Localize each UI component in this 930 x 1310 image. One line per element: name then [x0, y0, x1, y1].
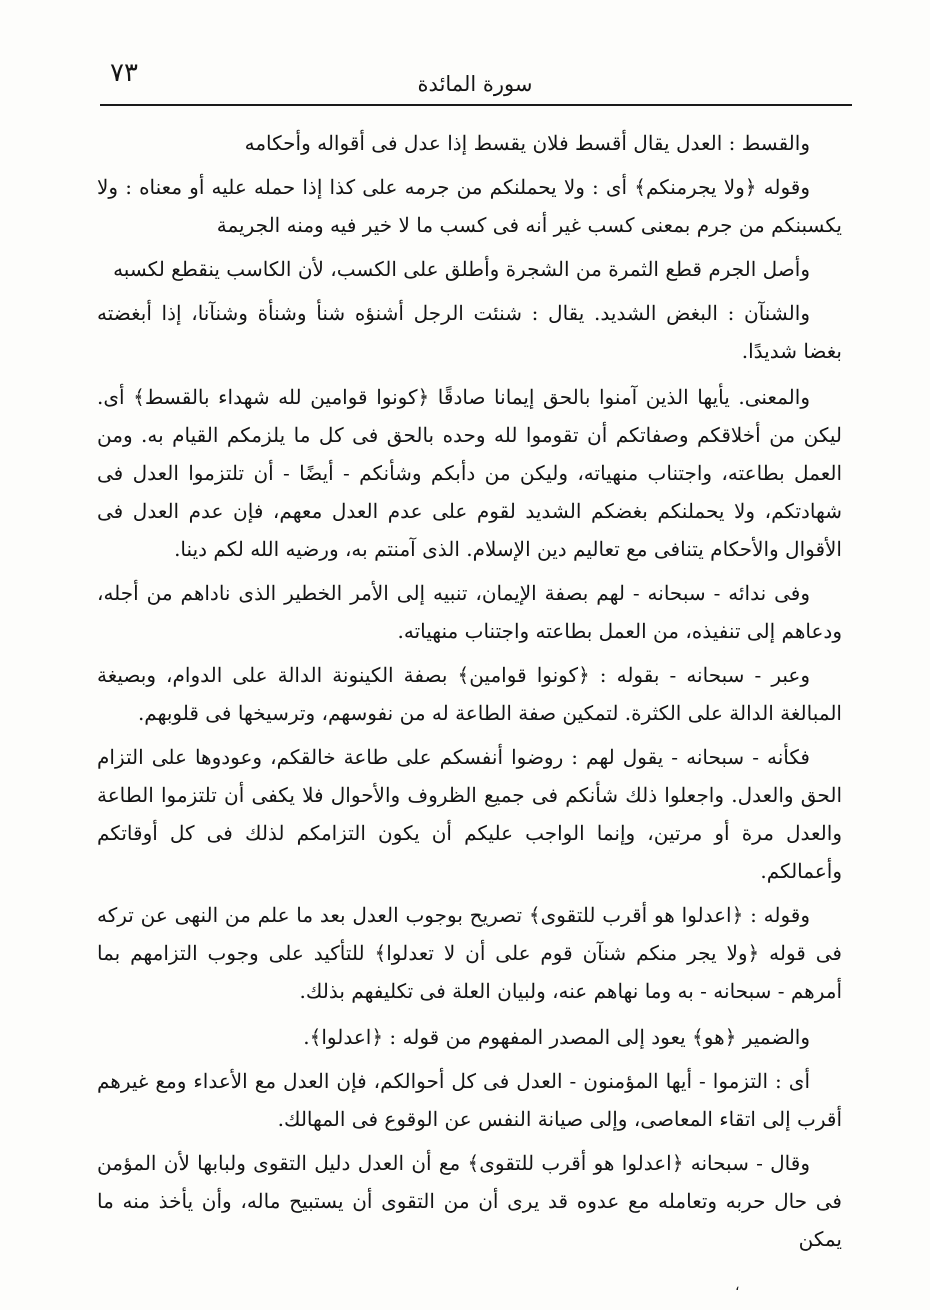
paragraph-shanaan: والشنآن : البغض الشديد. يقال : شنئت الرجل أشنؤه شنأ وشنأة وشنآنا، إذا أبغضته بغضا شديدًا.: [97, 301, 842, 363]
running-title: سورة المائدة: [417, 72, 533, 96]
paragraph-fakaannahu: فكأنه - سبحانه - يقول لهم : روضوا أنفسكم على طاعة خالقكم، وعودوها على التزام الحق والعدل. واجعلوا ذلك شأنكم فى جميع الظروف والأحوال فلا يكفى أن تلتزموا الطاعة والعدل مرة أو مرتين، وإنما الواجب عليكم أن يكون التزامكم لذلك فى كل أوقاتكم وأعمالكم.: [97, 745, 842, 883]
paragraph-jurm-origin: وأصل الجرم قطع الثمرة من الشجرة وأطلق على الكسب، لأن الكاسب ينقطع لكسبه: [113, 257, 810, 281]
paragraph-meaning: والمعنى. يأيها الذين آمنوا بالحق إيمانا صادقًا ﴿كونوا قوامين لله شهداء بالقسط﴾ أى. ليكن من أخلاقكم وصفاتكم أن تقوموا لله وحده بالحق فى كل ما يلزمكم القيام به. ومن العمل بطاعته، واجتناب منهياته، وليكن من دأبكم وشأنكم - أيضًا - أن تلتزموا العدل فى شهادتكم، ولا يحملنكم بغضكم الشديد لقوم على عدم العدل معهم، فإن عدم العدل فى الأقوال والأحكام يتنافى مع تعاليم دين الإسلام. الذى آمنتم به، ورضيه الله لكم دينا.: [97, 385, 842, 561]
paragraph-iltazimu: أى : التزموا - أيها المؤمنون - العدل فى كل أحوالكم، فإن العدل مع الأعداء ومع غيرهم أقرب إلى اتقاء المعاصى، وإلى صيانة النفس عن الوقوع فى المهالك.: [97, 1069, 842, 1131]
paragraph-yajrimannakum: وقوله ﴿ولا يجرمنكم﴾ أى : ولا يحملنكم من جرمه على كذا إذا حمله عليه أو معناه : ولا يكسبنكم من جرم بمعنى كسب غير أنه فى كسب ما لا خير فيه ومنه الجريمة: [97, 175, 842, 237]
page-header: [100, 52, 850, 102]
paragraph-iadilu: وقوله : ﴿اعدلوا هو أقرب للتقوى﴾ تصريح بوجوب العدل بعد ما علم من النهى عن تركه فى قوله ﴿ولا يجر منكم شنآن قوم على أن لا تعدلوا﴾ للتأكيد على وجوب التزامهم بما أمرهم - سبحانه - به وما نهاهم عنه، ولبيان العلة فى تكليفهم بذلك.: [97, 903, 842, 1003]
page-body: [97, 124, 842, 1262]
paragraph-damir: والضمير ﴿هو﴾ يعود إلى المصدر المفهوم من قوله : ﴿اعدلوا﴾.: [303, 1025, 810, 1049]
footer-mark: ،: [735, 1278, 740, 1294]
paragraph-qala: وقال - سبحانه ﴿اعدلوا هو أقرب للتقوى﴾ مع أن العدل دليل التقوى ولبابها لأن المؤمن فى حال حربه وتعامله مع عدوه قد يرى أن من التقوى أن يستبيح ماله، وأن يأخذ منه ما يمكن: [97, 1151, 842, 1251]
page-number: ٧٣: [110, 58, 138, 88]
header-rule: [100, 104, 852, 106]
paragraph-nida: وفى ندائه - سبحانه - لهم بصفة الإيمان، تنبيه إلى الأمر الخطير الذى ناداهم من أجله، ودعاهم إلى تنفيذه، من العمل بطاعته واجتناب منهياته.: [97, 581, 842, 643]
paragraph-qist: والقسط : العدل يقال أقسط فلان يقسط إذا عدل فى أقواله وأحكامه: [244, 131, 810, 155]
paragraph-qawwamin: وعبر - سبحانه - بقوله : ﴿كونوا قوامين﴾ بصفة الكينونة الدالة على الدوام، وبصيغة المبالغة الدالة على الكثرة. لتمكين صفة الطاعة له من نفوسهم، وترسيخها فى قلوبهم.: [97, 663, 842, 725]
